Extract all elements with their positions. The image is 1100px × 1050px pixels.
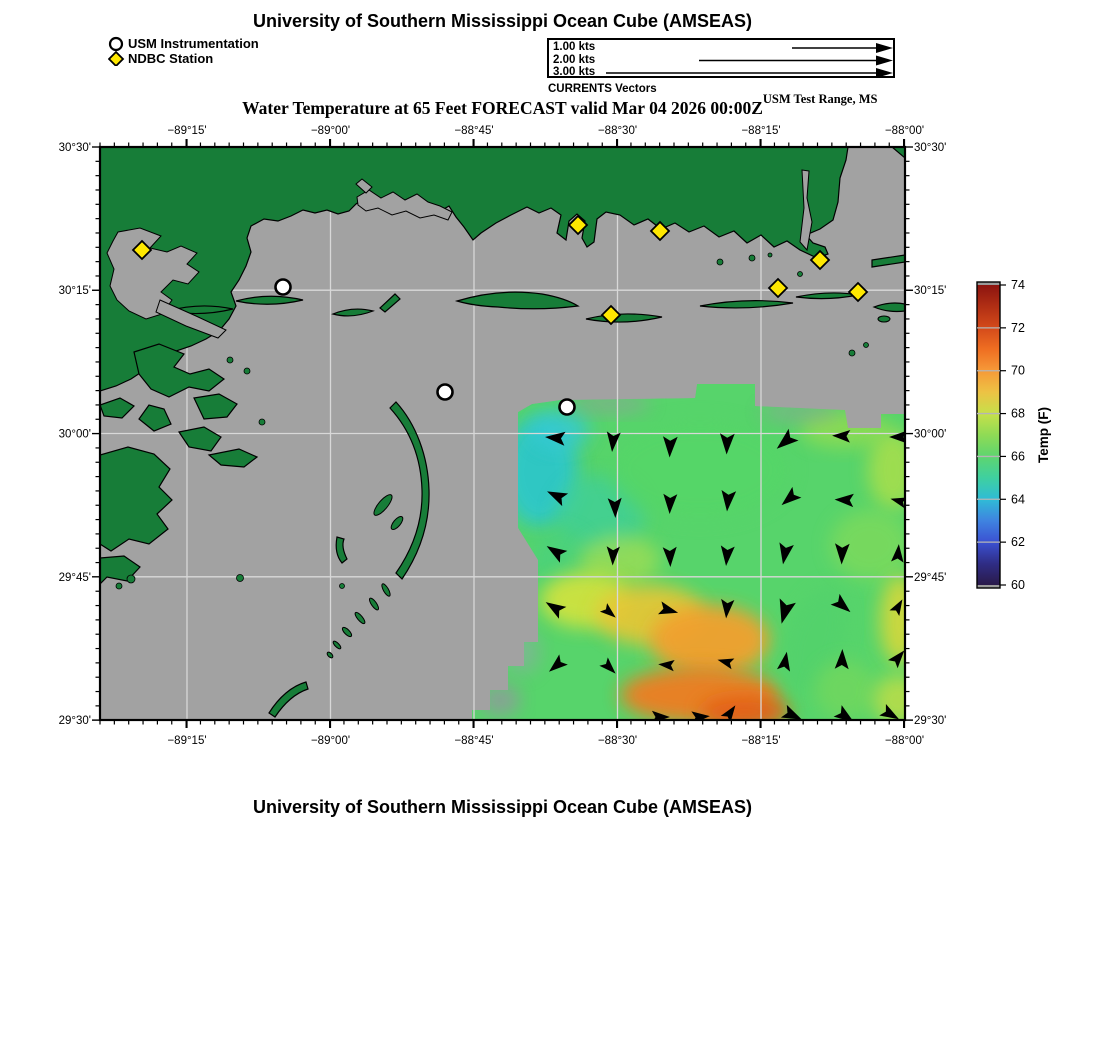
axis-tick-label: −89°15' (167, 735, 207, 747)
axis-tick-label: 30°30' (58, 142, 91, 154)
currents-legend-title: CURRENTS Vectors (548, 83, 657, 95)
currents-scale-1kt: 1.00 kts (553, 41, 596, 53)
usm-station-marker (560, 400, 575, 415)
colorbar-tick-label: 64 (1011, 492, 1025, 507)
axis-tick-label: −88°00' (884, 125, 925, 137)
axis-tick-label: 30°00' (58, 428, 91, 441)
usm-legend-label: USM Instrumentation (128, 36, 259, 51)
colorbar (977, 278, 1051, 592)
axis-tick-label: −88°30' (597, 735, 638, 747)
currents-scale-3kt: 3.00 kts (553, 66, 596, 78)
usm-station-marker (438, 385, 453, 400)
axis-tick-label: 29°30' (58, 715, 91, 727)
colorbar-tick-label: 70 (1011, 363, 1025, 378)
ndbc-legend-label: NDBC Station (128, 51, 214, 66)
temperature-field (472, 384, 923, 728)
usm-station-marker (276, 280, 291, 295)
axis-tick-label: 29°30' (914, 715, 947, 727)
axis-tick-label: −88°45' (454, 735, 494, 747)
subtitle-note: USM Test Range, MS (762, 92, 878, 106)
axis-tick-label: 30°15' (58, 285, 91, 298)
currents-scale-2kt: 2.00 kts (553, 53, 596, 66)
axis-tick-label: −88°15' (741, 125, 781, 137)
colorbar-tick-label: 68 (1011, 406, 1025, 421)
colorbar-tick-label: 66 (1011, 449, 1025, 464)
axis-tick-label: −88°15' (741, 735, 781, 747)
axis-tick-label: 29°45' (914, 571, 947, 584)
colorbar-tick-label: 72 (1011, 320, 1025, 335)
page-title: University of Southern Mississippi Ocean Cube (AMSEAS) (252, 11, 753, 31)
axis-tick-label: −89°15' (167, 125, 207, 137)
axis-tick-label: 30°30' (914, 142, 947, 154)
colorbar-axis-label: Temp (F) (1036, 407, 1051, 463)
axis-tick-label: −89°00' (310, 735, 351, 747)
axis-tick-label: 29°45' (58, 571, 91, 584)
axis-tick-label: −89°00' (310, 125, 351, 137)
axis-tick-label: 30°15' (914, 285, 947, 298)
subtitle-text: Water Temperature at 65 Feet FORECAST valid Mar 04 2026 00:00Z (242, 98, 763, 118)
colorbar-tick-label: 60 (1011, 578, 1025, 592)
axis-tick-label: 30°00' (914, 428, 947, 441)
axis-tick-label: −88°45' (454, 125, 494, 137)
footer-title: University of Southern Mississippi Ocean Cube (AMSEAS) (252, 797, 753, 817)
axis-tick-label: −88°30' (597, 125, 638, 137)
colorbar-tick-label: 74 (1011, 278, 1025, 292)
colorbar-tick-label: 62 (1011, 535, 1025, 550)
axis-tick-label: −88°00' (884, 735, 925, 747)
